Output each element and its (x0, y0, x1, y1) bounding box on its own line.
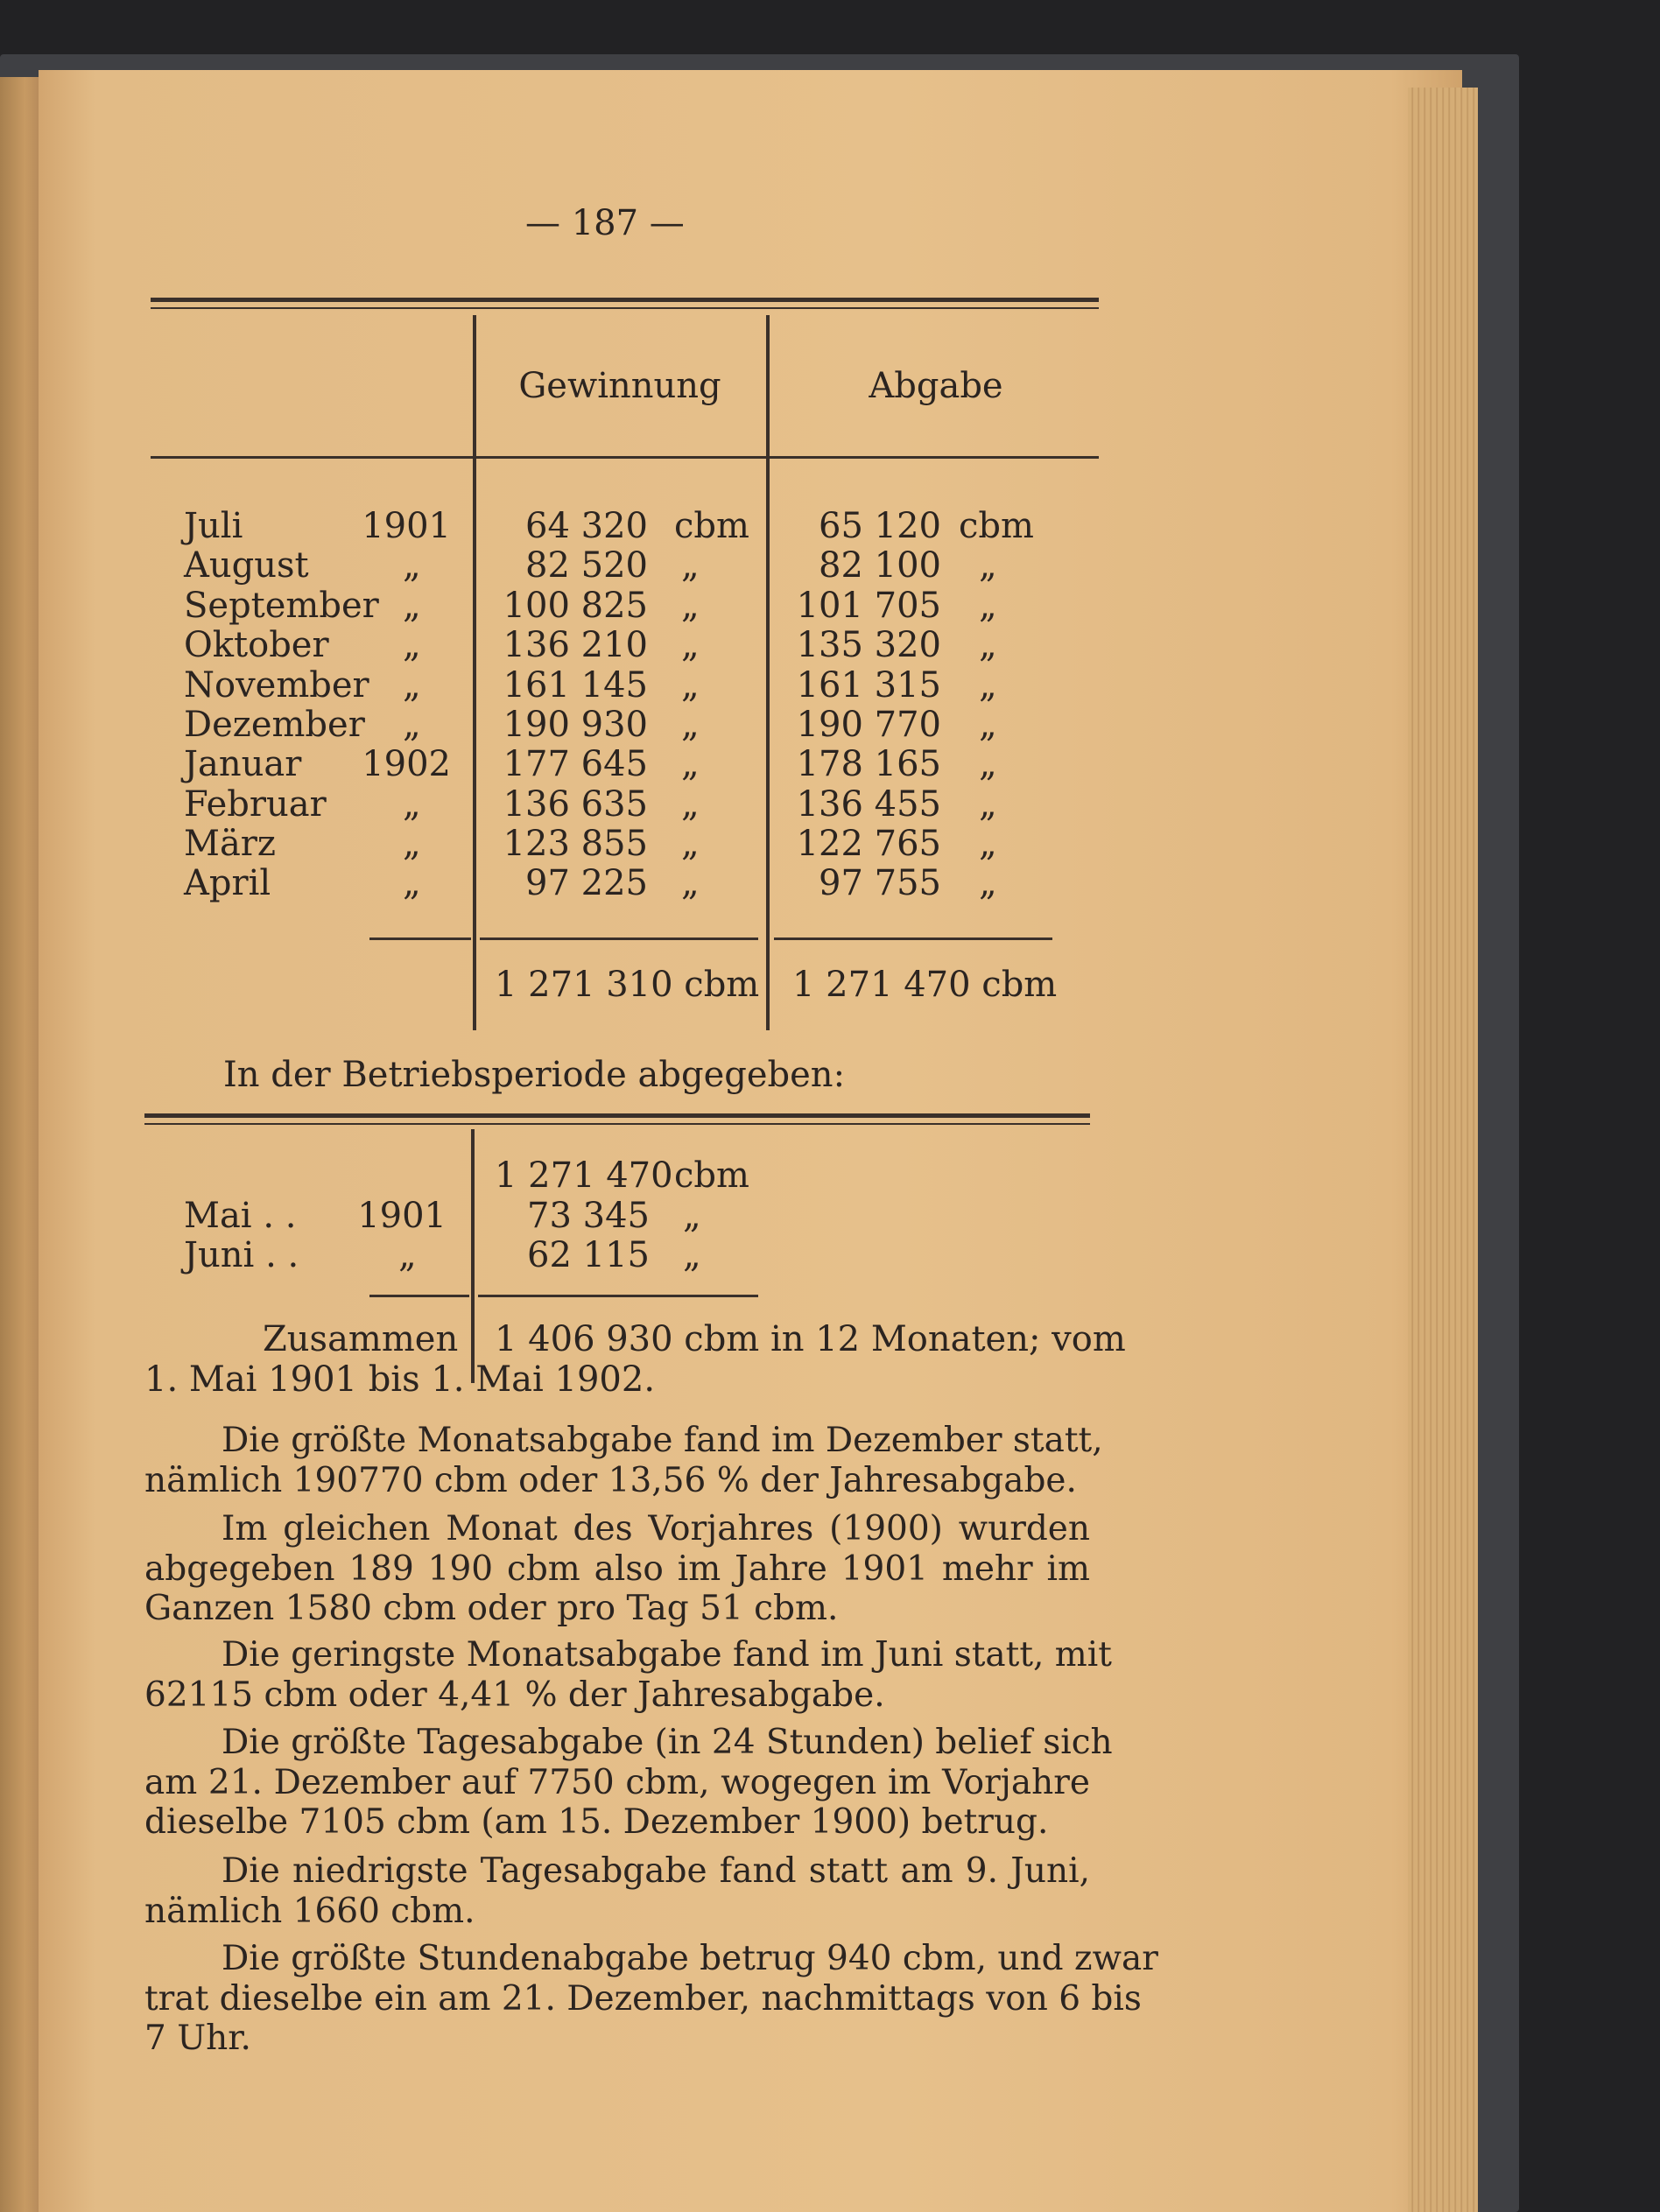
abgabe-unit: cbm (959, 506, 1034, 546)
abgabe-value: 135 320 (796, 625, 941, 665)
carry-value: 1 271 470 (495, 1155, 673, 1196)
section-heading: In der Betriebsperiode abgegeben: (223, 1055, 846, 1095)
abgabe-value: 190 770 (796, 705, 941, 745)
gewinnung-unit: cbm (674, 506, 749, 546)
month: August (184, 545, 309, 586)
abgabe-value: 136 455 (796, 784, 941, 825)
gewinnung-value: 97 225 (525, 863, 648, 903)
month: September (184, 586, 379, 626)
gewinnung-value: 190 930 (503, 705, 648, 745)
year: 1902 (362, 744, 451, 784)
carry-unit: cbm (674, 1155, 749, 1196)
table1-header-rule (151, 456, 1099, 459)
table2-top-rule-thick (144, 1113, 1090, 1118)
left-page-edge (0, 77, 42, 2212)
table2-col-divider (471, 1129, 475, 1383)
gewinnung-value: 177 645 (503, 744, 648, 784)
month: Februar (184, 784, 327, 825)
abgabe-unit: „ (979, 705, 997, 745)
table1-sum-rule-2 (480, 937, 758, 940)
total-label: Zusammen (263, 1319, 459, 1359)
abgabe-value: 65 120 (819, 506, 941, 546)
year: „ (403, 625, 421, 665)
month: Oktober (184, 625, 329, 665)
paragraph-3 (144, 1635, 1112, 1715)
unit: „ (683, 1235, 701, 1275)
abgabe-unit: „ (979, 665, 997, 706)
para-line: dieselbe 7105 cbm (am 15. Dezember 1900) betrug. (144, 1802, 1049, 1842)
year: „ (403, 863, 421, 903)
gewinnung-unit: „ (681, 744, 700, 784)
abgabe-value: 122 765 (796, 824, 941, 864)
month: Juli (184, 506, 243, 546)
para-line: trat dieselbe ein am 21. Dezember, nachmittags von 6 bis (144, 1978, 1142, 2019)
para-line: Die größte Stundenabgabe betrug 940 cbm, und zwar (222, 1939, 1158, 1978)
para-line: am 21. Dezember auf 7750 cbm, wogegen im Vorjahre (144, 1762, 1090, 1802)
gewinnung-value: 136 635 (503, 784, 648, 825)
gewinnung-value: 136 210 (503, 625, 648, 665)
table1-sum-rule-1 (369, 937, 471, 940)
total-line-1: 1 406 930 cbm in 12 Monaten; vom (495, 1319, 1126, 1359)
table1-col-divider-2 (766, 315, 770, 1030)
gewinnung-unit: „ (681, 586, 700, 626)
para-line: nämlich 1660 cbm. (144, 1891, 475, 1931)
month: Mai . . (184, 1196, 297, 1236)
para-line: Ganzen 1580 cbm oder pro Tag 51 cbm. (144, 1589, 839, 1628)
abgabe-unit: „ (979, 586, 997, 626)
gewinnung-unit: „ (681, 545, 700, 586)
gewinnung-unit: „ (681, 625, 700, 665)
total-line-2: 1. Mai 1901 bis 1. Mai 1902. (144, 1359, 656, 1400)
month: März (184, 824, 276, 864)
page-stack-edge (1408, 88, 1478, 2212)
year: „ (403, 545, 421, 586)
para-line: Die geringste Monatsabgabe fand im Juni statt, mit (222, 1635, 1112, 1675)
para-line: 62115 cbm oder 4,41 % der Jahresabgabe. (144, 1675, 885, 1715)
abgabe-unit: „ (979, 824, 997, 864)
para-line: Die größte Tagesabgabe (in 24 Stunden) belief sich (222, 1723, 1113, 1762)
unit: „ (683, 1196, 701, 1236)
abgabe-value: 101 705 (796, 586, 941, 626)
month: Januar (184, 744, 302, 784)
gewinnung-unit: „ (681, 665, 700, 706)
year: 1901 (357, 1196, 447, 1236)
gewinnung-unit: „ (681, 784, 700, 825)
paragraph-1 (144, 1421, 1103, 1500)
para-line: nämlich 190770 cbm oder 13,56 % der Jahresabgabe. (144, 1460, 1077, 1500)
value: 73 345 (527, 1196, 650, 1236)
abgabe-unit: „ (979, 863, 997, 903)
abgabe-value: 161 315 (796, 665, 941, 706)
year: „ (403, 705, 421, 745)
year: „ (403, 824, 421, 864)
month: November (184, 665, 369, 706)
abgabe-unit: „ (979, 784, 997, 825)
value: 62 115 (527, 1235, 650, 1275)
month: Dezember (184, 705, 365, 745)
paragraph-4 (144, 1723, 1113, 1843)
para-line: Die größte Monatsabgabe fand im Dezember statt, (222, 1421, 1103, 1460)
gewinnung-value: 161 145 (503, 665, 648, 706)
paragraph-6 (144, 1939, 1158, 2059)
abgabe-unit: „ (979, 744, 997, 784)
para-line: 7 Uhr. (144, 2019, 251, 2058)
table1-sum-rule-3 (774, 937, 1052, 940)
year: „ (403, 784, 421, 825)
para-line: Im gleichen Monat des Vorjahres (1900) wurden (222, 1509, 1090, 1548)
page-number: — 187 — (525, 203, 685, 243)
gewinnung-value: 64 320 (525, 506, 648, 546)
month: Juni . . (184, 1235, 299, 1275)
gewinnung-unit: „ (681, 705, 700, 745)
gewinnung-value: 123 855 (503, 824, 648, 864)
table1-top-rule-thin (151, 307, 1099, 309)
table1-col-divider-1 (473, 315, 476, 1030)
abgabe-value: 97 755 (819, 863, 941, 903)
total-gewinnung: 1 271 310 cbm (495, 965, 760, 1005)
gewinnung-unit: „ (681, 863, 700, 903)
year: „ (403, 586, 421, 626)
paragraph-2 (144, 1509, 1090, 1629)
abgabe-unit: „ (979, 545, 997, 586)
table2-sum-rule-2 (478, 1295, 758, 1297)
para-line: abgegeben 189 190 cbm also im Jahre 1901 mehr im (144, 1548, 1090, 1589)
paragraph-5 (144, 1851, 1090, 1931)
table1-top-rule-thick (151, 298, 1099, 302)
gewinnung-value: 100 825 (503, 586, 648, 626)
gewinnung-unit: „ (681, 824, 700, 864)
gewinnung-value: 82 520 (525, 545, 648, 586)
header-gewinnung: Gewinnung (518, 366, 721, 406)
table2-sum-rule-1 (369, 1295, 469, 1297)
year: „ (403, 665, 421, 706)
para-line: Die niedrigste Tagesabgabe fand statt am 9. Juni, (222, 1851, 1090, 1891)
total-abgabe: 1 271 470 cbm (792, 965, 1058, 1005)
abgabe-value: 178 165 (796, 744, 941, 784)
month: April (184, 863, 271, 903)
abgabe-unit: „ (979, 625, 997, 665)
year: „ (398, 1235, 417, 1275)
header-abgabe: Abgabe (869, 366, 1003, 406)
table2-top-rule-thin (144, 1123, 1090, 1125)
year: 1901 (362, 506, 451, 546)
abgabe-value: 82 100 (819, 545, 941, 586)
